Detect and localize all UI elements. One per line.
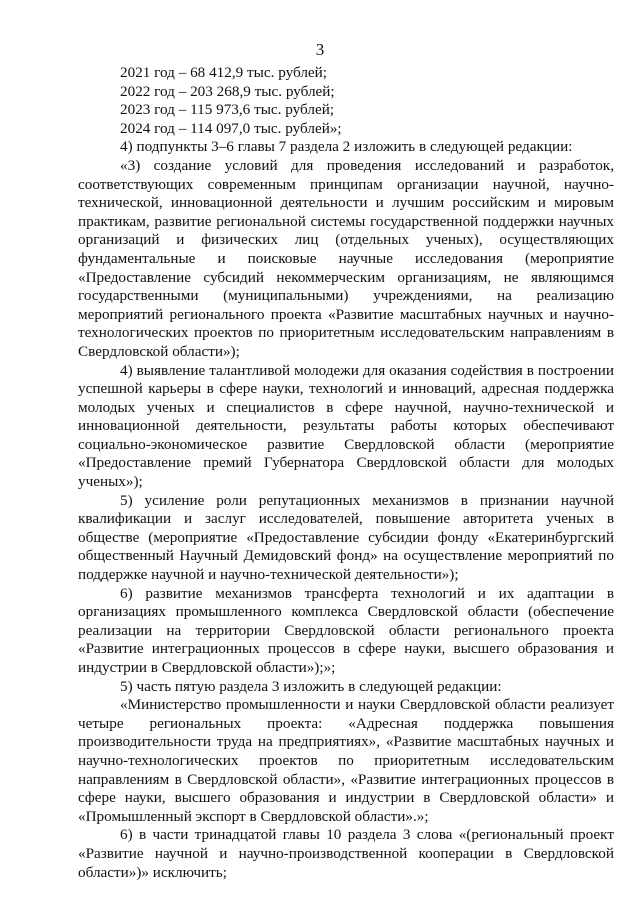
amendment-item-6: 6) в части тринадцатой главы 10 раздела 3 слова «(региональный проект «Развитие научной и научно-производственной кооперации в Свердловской области»)» исключить; — [78, 826, 614, 881]
ministry-regional-projects: «Министерство промышленности и науки Свердловской области реализует четыре региональных проекта: «Адресная поддержка повышения производительности труда на предприятиях», «Развитие масштабных научных и научно-технологических проектов по приоритетным исследовательским направлениям в Свердловской области», «Развитие интеграционных процессов в сфере науки, высшего образования и индустрии в Свердловской области» и «Промышленный экспорт в Свердловской области».»; — [78, 696, 614, 825]
document-body — [78, 64, 614, 882]
funding-line-2024: 2024 год – 114 097,0 тыс. рублей»; — [120, 119, 342, 137]
subitem-4-talented-youth: 4) выявление талантливой молодежи для оказания содействия в построении успешной карьеры в сфере науки, технологий и инноваций, адресная поддержка молодых ученых и специалистов в сфере научной, научно-технической и инновационной деятельности, результаты работы которых обеспечивают социально-экономическое развитие Свердловской области (мероприятие «Предоставление премий Губернатора Свердловской области для молодых ученых»); — [78, 361, 614, 491]
funding-line-2021: 2021 год – 68 412,9 тыс. рублей; — [120, 64, 328, 81]
subitem-6-technology-transfer: 6) развитие механизмов трансферта технологий и их адаптации в организациях промышленного комплекса Свердловской области (обеспечение реализации на территории Свердловской области регионального проекта «Развитие интеграционных процессов в сфере науки, высшего образования и индустрии в Свердловской области»);»; — [78, 584, 614, 676]
amendment-item-4: 4) подпункты 3–6 главы 7 раздела 2 изложить в следующей редакции: — [120, 138, 573, 156]
page-number: 3 — [315, 40, 325, 59]
subitem-5-reputation-mechanisms: 5) усиление роли репутационных механизмов в признании научной квалификации и заслуг исследователей, повышение авторитета ученых в обществе (мероприятие «Предоставление субсидии фонду «Екатеринбургский общественный Научный Демидовский фонд» на осуществление мероприятий по поддержке научной и научно-технической деятельности»); — [78, 491, 614, 584]
amendment-item-5: 5) часть пятую раздела 3 изложить в следующей редакции: — [120, 677, 502, 695]
funding-line-2022: 2022 год – 203 268,9 тыс. рублей; — [120, 82, 335, 100]
subitem-3-research-conditions: «3) создание условий для проведения исследований и разработок, соответствующих современным принципам организации научной, научно-технической, инновационной деятельности и лучшим российским и мировым практикам, развитие региональной системы государственной поддержки научных организаций и физических лиц (отдельных ученых), осуществляющих фундаментальные и поисковые научные исследования (мероприятие «Предоставление субсидий некоммерческим организациям, не являющимся государственными (муниципальными) учреждениями, на реализацию мероприятий регионального проекта «Развитие масштабных научных и научно-технологических проектов по приоритетным исследовательским направлениям в Свердловской области»); — [78, 156, 614, 360]
funding-line-2023: 2023 год – 115 973,6 тыс. рублей; — [120, 101, 335, 119]
